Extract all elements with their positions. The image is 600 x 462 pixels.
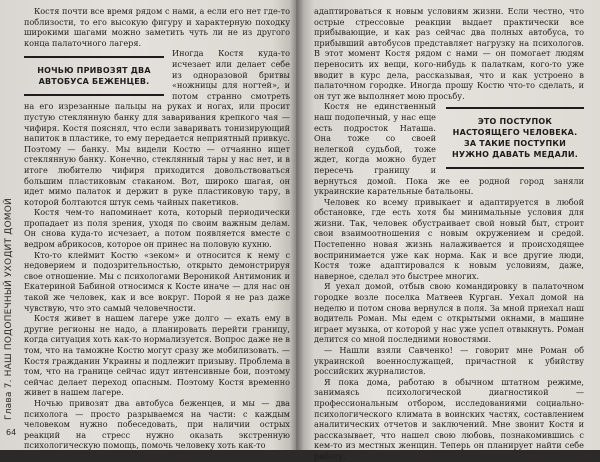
right-page-body — [314, 6, 584, 462]
paragraph: Я пока дома, работаю в обычном штатном режиме, занимаясь психологической диагностикой — профессиональным отбором, исследованиями социально-психологического климата в воинских частях, составлением аналитических отчетов и заключений. Мне звонит Костя и рассказывает, что нашел свою любовь, познакомившись с кем-то из местных женщин. Теперь он планирует найти себе работу. — [314, 376, 584, 461]
paragraph: Иногда Костя куда-то исчезает или делает себе из одноразовой бритвы «ножницы для ногтей», и потом странно смотреть на его изрезанные пальцы на руках и ногах, или просит пустую стеклянную банку для заваривания крепкого чая — чифиря. Костя пояснял, что если заваривать тонизирующий напиток в пластике, то ему передается неприятный привкус. Поэтому — банку. Мы видели Костю — отчаянно ищет стеклянную банку. Конечно, стеклянный тары у нас нет, и в итоге любителю чифиря приходится довольствоваться большим пластиковым стаканом. Вот, широко шагая, он идет мимо палаток и держит в руке пластиковую тару, в которой болтаются штук семь чайных пакетиков. — [24, 48, 290, 207]
paragraph: Я уехал домой, отбыв свою командировку в палаточном городке возле поселка Матвеев Курган. Уехал домой на неделю и потом снова вернулся в поля. За мной приехал наш водитель Роман. Мы едем с открытыми окнами, в машине играет музыка, от которой у нас уже успел отвыкнуть. Роман делится со мной последними новостями. — [314, 281, 584, 345]
paragraph: — Нашли взяли Савченко! — говорит мне Роман об украинской военнослужащей, причастной к убийству российских журналистов. — [314, 345, 584, 377]
paragraph: Человек ко всему привыкает и адаптируется в любой обстановке, где есть хотя бы минимальные условия для жизни. Так, человек обустраивает свой новый быт, строит свои взаимоотношения с новым окружением и средой. Постепенно новая жизнь налаживается и происходящее воспринимается уже как норма. Как и все другие люди, Костя тоже адаптировался к новым условиям, даже, наверное, сделал это быстрее многих. — [314, 196, 584, 281]
right-page — [296, 0, 600, 461]
paragraph: Костя не единственный наш подопечный, у нас еще есть подросток Наташа. Она тоже со своей нелегкой судьбой, тоже ждет, когда можно будет пересечь границу и вернуться домой. Пока же ее родной город заняли украинские карательные батальоны. — [314, 101, 584, 197]
paragraph: Костя почти все время рядом с нами, а если его нет где-то поблизости, то его высокую фигуру и характерную походку широкими шагами можно заметить чуть ли не из другого конца палаточного лагеря. — [24, 6, 290, 48]
left-page — [0, 0, 296, 450]
pull-quote: НОЧЬЮ ПРИВОЗЯТ ДВА АВТОБУСА БЕЖЕНЦЕВ. — [24, 56, 164, 96]
paragraph: Костя живет в нашем лагере уже долго — ехать ему в другие регионы не надо, а планировать перейти границу, когда ситуация хоть как-то нормализуется. Вопрос даже не в том, что на таможне Костю могут сразу же мобилизовать. — Костя гражданин Украины и подлежит призыву. Проблема в том, что на границе сейчас идут интенсивные бои, поэтому сейчас делает переход опасным. Поэтому Костя временно живет в нашем лагере. — [24, 313, 290, 398]
paragraph: адаптироваться к новым условиям жизни. Если честно, что острые стрессовые реакции выдает практически все прибывающие, и как раз сейчас два полных автобуса, то прибывший автобусов представляет нагрузку на психологов. В этот момент Костя рядом с нами — он помогает людям переносить их вещи, кого-нибудь к палаткам, кого-то уже вводит в курс дела, рассказывая, что и как устроено в палаточном городке. Иногда прошу Костю что-то сделать, и он тут же выполняет мою просьбу. — [314, 6, 584, 101]
paragraph: Кто-то клеймит Костю «зеком» и относится к нему с недоверием и подозрительностью, открыто демонстрируя свое отношение. Мы с психологами Вероникой Антимоник и Екатериной Бабиной относимся к Косте иначе — для нас он такой же человек, как и все вокруг. Порой я не раз даже чувствую, что это самый человечности. — [24, 249, 290, 313]
paragraph: Костя чем-то напоминает кота, который периодически пропадает из поля зрения, уходя по своим важным делам. Он снова куда-то исчезает, а потом появляется вместе с ведром абрикосов, которое он принес на половую кухню. — [24, 207, 290, 250]
running-head: Глава 7. НАШ ПОДОПЕЧНЫЙ УХОДИТ ДОМОЙ — [4, 198, 14, 420]
pull-quote: ЭТО ПОСТУПОК НАСТОЯЩЕГО ЧЕЛОВЕКА. ЗА ТАКИЕ ПОСТУПКИ НУЖНО ДАВАТЬ МЕДАЛИ. — [446, 107, 584, 169]
paragraph: Ночью привозят два автобуса беженцев, и мы — два психолога — просто разрываемся на части: с каждым человеком нужно побеседовать, при наличии острых реакций на стресс нужно оказать экстренную психологическую помощь, помочь человеку хоть как-то — [24, 397, 290, 451]
left-page-body — [24, 6, 290, 451]
page-number: 64 — [6, 428, 17, 437]
book-gutter — [290, 0, 304, 450]
